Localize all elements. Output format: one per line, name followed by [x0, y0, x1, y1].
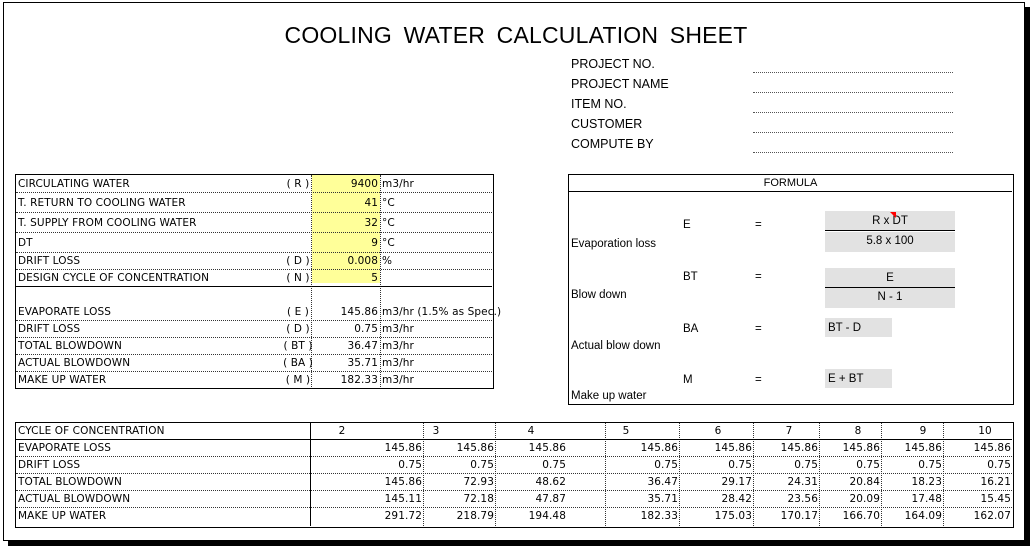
table-cell: 18.23	[911, 476, 942, 488]
row-symbol: ( M )	[285, 374, 311, 386]
table-cell: 145.86	[780, 442, 818, 454]
row-label: MAKE UP WATER	[18, 510, 107, 522]
table-cell: 0.75	[856, 459, 880, 471]
table-cell: 162.07	[973, 510, 1011, 522]
row-unit: °C	[382, 237, 395, 249]
table-cell: 145.86	[714, 442, 752, 454]
input-row-circulating-water	[16, 175, 492, 193]
table-row-total-blowdown	[16, 474, 1012, 491]
actual-blowdown-value: 35.71	[347, 357, 378, 369]
table-cell: 166.70	[842, 510, 880, 522]
table-cell: 145.86	[456, 442, 494, 454]
table-cell: 16.21	[980, 476, 1011, 488]
comment-indicator-icon[interactable]	[890, 212, 896, 218]
formula-label: Blow down	[571, 289, 627, 301]
table-cell: 164.09	[904, 510, 942, 522]
row-label: CIRCULATING WATER	[18, 178, 130, 190]
row-symbol: ( D )	[286, 255, 310, 267]
row-label: T. RETURN TO COOLING WATER	[18, 197, 186, 209]
row-unit: m3/hr	[382, 323, 414, 335]
row-label: TOTAL BLOWDOWN	[18, 476, 122, 488]
blowdown-denominator: N - 1	[825, 288, 955, 308]
cycle-header: 7	[785, 425, 793, 437]
row-unit: m3/hr	[382, 357, 414, 369]
formula-header: FORMULA	[569, 175, 1012, 192]
row-label: MAKE UP WATER	[18, 374, 107, 386]
table-cell: 0.75	[794, 459, 818, 471]
table-cell: 291.72	[384, 510, 422, 522]
table-cell: 218.79	[456, 510, 494, 522]
row-unit: °C	[382, 217, 395, 229]
row-symbol: ( BA )	[283, 357, 313, 369]
table-cell: 0.75	[987, 459, 1011, 471]
customer-row	[571, 117, 955, 137]
design-cycle-input[interactable]: 5	[371, 272, 378, 284]
input-row-cycle	[16, 270, 492, 287]
row-label: ACTUAL BLOWDOWN	[18, 357, 131, 369]
table-cell: 29.17	[721, 476, 752, 488]
table-cell: 145.86	[842, 442, 880, 454]
table-cell: 36.47	[647, 476, 678, 488]
compute-by-field[interactable]	[753, 152, 953, 153]
row-symbol: ( N )	[286, 272, 310, 284]
table-row-make-up-water	[16, 508, 1012, 525]
project-no-row	[571, 57, 955, 77]
row-symbol: ( D )	[286, 323, 310, 335]
customer-label: CUSTOMER	[571, 117, 643, 131]
project-name-label: PROJECT NAME	[571, 77, 669, 91]
project-name-row	[571, 77, 955, 97]
row-unit: m3/hr	[382, 340, 414, 352]
cycle-header: 4	[527, 425, 535, 437]
table-cell: 0.75	[542, 459, 566, 471]
row-label: EVAPORATE LOSS	[18, 442, 112, 454]
item-no-label: ITEM NO.	[571, 97, 627, 111]
supply-temp-input[interactable]: 32	[364, 217, 378, 229]
table-cell: 145.86	[384, 442, 422, 454]
table-row-evaporate-loss	[16, 440, 1012, 457]
table-row-drift-loss	[16, 457, 1012, 474]
row-label: DRIFT LOSS	[18, 255, 81, 267]
make-up-water-expression: E + BT	[825, 369, 892, 388]
drift-loss-input[interactable]: 0.008	[347, 255, 378, 267]
result-row-actual-blowdown	[16, 355, 492, 372]
table-cell: 175.03	[714, 510, 752, 522]
table-cell: 15.45	[980, 493, 1011, 505]
row-unit: °C	[382, 197, 395, 209]
formula-label: Evaporation loss	[571, 238, 657, 250]
formula-symbol: E	[683, 219, 691, 231]
make-up-water-value: 182.33	[340, 374, 378, 386]
table-cell: 145.86	[640, 442, 678, 454]
formula-label: Actual blow down	[571, 340, 661, 352]
cycle-header: 5	[622, 425, 630, 437]
table-cell: 145.86	[384, 476, 422, 488]
table-cell: 0.75	[654, 459, 678, 471]
compute-by-label: COMPUTE BY	[571, 137, 654, 151]
result-row-evaporate-loss	[16, 304, 502, 321]
row-label: EVAPORATE LOSS	[18, 306, 112, 318]
header-label: CYCLE OF CONCENTRATION	[18, 425, 165, 437]
cycle-header: 9	[919, 425, 927, 437]
compute-by-row	[571, 137, 955, 157]
table-cell: 0.75	[728, 459, 752, 471]
table-cell: 72.93	[463, 476, 494, 488]
result-row-total-blowdown	[16, 338, 492, 355]
row-unit: %	[382, 255, 393, 267]
table-cell: 145.86	[904, 442, 942, 454]
table-cell: 20.84	[849, 476, 880, 488]
total-blowdown-value: 36.47	[347, 340, 378, 352]
cycle-header: 2	[338, 425, 346, 437]
blowdown-numerator: E	[825, 268, 955, 288]
evaporate-loss-value: 145.86	[340, 306, 378, 318]
item-no-row	[571, 97, 955, 117]
table-cell: 145.11	[384, 493, 422, 505]
table-cell: 48.62	[535, 476, 566, 488]
dt-value[interactable]: 9	[371, 237, 378, 249]
actual-blowdown-expression: BT - D	[825, 318, 892, 337]
table-cell: 72.18	[463, 493, 494, 505]
table-cell: 0.75	[470, 459, 494, 471]
row-label: ACTUAL BLOWDOWN	[18, 493, 131, 505]
cycle-header: 6	[714, 425, 722, 437]
formula-equals: =	[755, 271, 762, 283]
table-cell: 17.48	[911, 493, 942, 505]
table-cell: 145.86	[973, 442, 1011, 454]
customer-field[interactable]	[753, 132, 953, 133]
formula-label: Make up water	[571, 390, 647, 402]
formula-equals: =	[755, 374, 762, 386]
row-symbol: ( R )	[286, 178, 310, 190]
formula-symbol: BA	[683, 323, 699, 335]
table-cell: 20.09	[849, 493, 880, 505]
input-row-supply-temp	[16, 213, 492, 233]
row-label: TOTAL BLOWDOWN	[18, 340, 122, 352]
evaporation-denominator: 5.8 x 100	[825, 232, 955, 252]
table-cell: 35.71	[647, 493, 678, 505]
table-cell: 182.33	[640, 510, 678, 522]
table-cell: 28.42	[721, 493, 752, 505]
project-no-label: PROJECT NO.	[571, 57, 655, 71]
table-cell: 194.48	[528, 510, 566, 522]
formula-panel	[568, 174, 1014, 405]
project-no-field[interactable]	[753, 72, 953, 73]
table-cell: 47.87	[535, 493, 566, 505]
row-label: DESIGN CYCLE OF CONCENTRATION	[18, 272, 210, 284]
row-symbol: ( E )	[286, 306, 309, 318]
cycle-header: 8	[854, 425, 862, 437]
row-unit: m3/hr	[382, 374, 414, 386]
return-temp-input[interactable]: 41	[364, 197, 378, 209]
table-header-row	[16, 423, 1012, 440]
input-row-return-temp	[16, 193, 492, 213]
row-unit: m3/hr (1.5% as Spec.)	[382, 306, 502, 318]
table-cell: 0.75	[918, 459, 942, 471]
project-name-field[interactable]	[753, 92, 953, 93]
row-label: T. SUPPLY FROM COOLING WATER	[18, 217, 197, 229]
cycle-header: 10	[978, 425, 992, 437]
table-cell: 0.75	[398, 459, 422, 471]
table-cell: 145.86	[528, 442, 566, 454]
result-row-make-up-water	[16, 372, 492, 389]
table-row-actual-blowdown	[16, 491, 1012, 508]
row-label: DRIFT LOSS	[18, 323, 81, 335]
cycle-of-concentration-table	[15, 422, 1014, 528]
result-row-drift-loss	[16, 321, 492, 338]
cycle-header: 3	[432, 425, 440, 437]
table-cell: 170.17	[780, 510, 818, 522]
table-cell: 24.31	[787, 476, 818, 488]
evaporation-numerator: R x DT	[825, 211, 955, 231]
drift-loss-value: 0.75	[354, 323, 378, 335]
input-row-dt	[16, 233, 492, 253]
calculation-table	[15, 174, 502, 389]
item-no-field[interactable]	[753, 112, 953, 113]
table-cell: 23.56	[787, 493, 818, 505]
sheet-title: COOLING WATER CALCULATION SHEET	[284, 22, 748, 48]
formula-symbol: BT	[683, 271, 698, 283]
input-row-drift-loss	[16, 253, 492, 270]
project-info	[571, 57, 955, 157]
formula-symbol: M	[683, 374, 693, 386]
row-unit: m3/hr	[382, 178, 414, 190]
row-symbol: ( BT )	[283, 340, 313, 352]
formula-equals: =	[755, 219, 762, 231]
circulating-water-input[interactable]: 9400	[350, 178, 378, 190]
row-label: DT	[18, 237, 33, 249]
row-label: DRIFT LOSS	[18, 459, 81, 471]
formula-equals: =	[755, 323, 762, 335]
